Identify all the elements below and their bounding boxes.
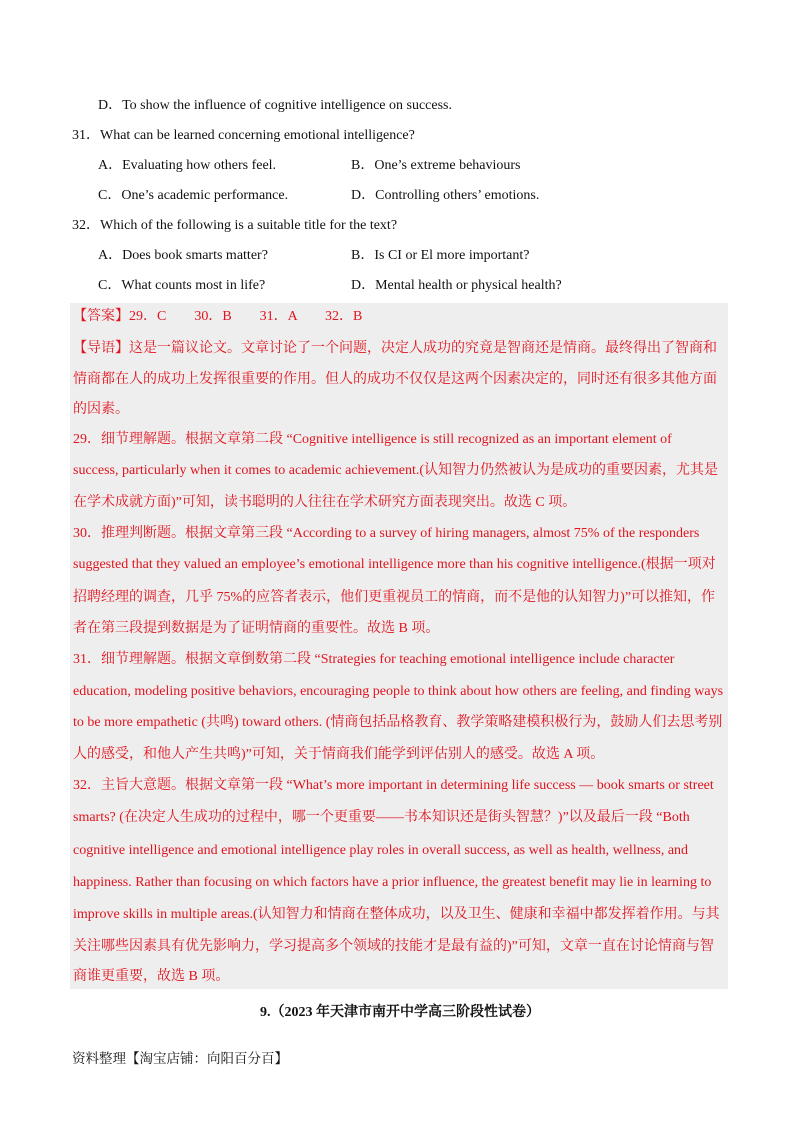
answer-line: 关注哪些因素具有优先影响力，学习提高多个领域的技能才是最有益的)”可知，文章一直在讨论情商与智 <box>73 939 714 954</box>
answer-line: improve skills in multiple areas.(认知智力和情商在整体成功，以及卫生、健康和幸福中都发挥着作用。与其 <box>73 907 720 922</box>
answer-line: cognitive intelligence and emotional intelligence play roles in overall success, as well as health, wellness, and <box>73 843 689 858</box>
answer-line: success, particularly when it comes to academic achievement.(认知智力仍然被认为是成功的重要因素，尤其是 <box>73 463 719 478</box>
answer-key: 【答案】29．C 30．B 31．A 32．B <box>73 309 363 324</box>
q31-option-c: C．One’s academic performance. <box>98 188 289 203</box>
q31-option-a: A．Evaluating how others feel. <box>98 158 277 173</box>
question-31-stem: 31．What can be learned concerning emotional intelligence? <box>72 128 415 143</box>
question-32-stem: 32．Which of the following is a suitable title for the text? <box>72 218 398 233</box>
answer-line: 【导语】这是一篇议论文。文章讨论了一个问题，决定人成功的究竟是智商还是情商。最终得出了智商和 <box>73 341 717 356</box>
q32-option-d: D．Mental health or physical health? <box>351 278 562 293</box>
answer-line: 人的感受，和他人产生共鸣)”可知，关于情商我们能学到评估别人的感受。故选 A 项。 <box>73 747 605 762</box>
q32-option-a: A．Does book smarts matter? <box>98 248 268 263</box>
answer-line: 32．主旨大意题。根据文章第一段 “What’s more important in determining life success — book smarts or street <box>73 778 714 793</box>
answer-line: 31．细节理解题。根据文章倒数第二段 “Strategies for teaching emotional intelligence include character <box>73 652 675 667</box>
footer-text: 资料整理【淘宝店铺：向阳百分百】 <box>72 1051 288 1067</box>
q32-option-c: C．What counts most in life? <box>98 278 266 293</box>
q30-option-d: D．To show the influence of cognitive intelligence on success. <box>98 98 452 113</box>
q32-option-b: B．Is CI or El more important? <box>351 248 530 263</box>
answer-line: to be more empathetic (共鸣) toward others. (情商包括品格教育、教学策略建模积极行为，鼓励人们去思考别 <box>73 715 723 730</box>
answer-line: happiness. Rather than focusing on which factors have a prior influence, the greatest benefit may lie in learning to <box>73 875 712 890</box>
answer-line: 在学术成就方面)”可知，读书聪明的人往往在学术研究方面表现突出。故选 C 项。 <box>73 495 577 510</box>
q31-option-d: D．Controlling others’ emotions. <box>351 188 540 203</box>
answer-line: 29．细节理解题。根据文章第二段 “Cognitive intelligence is still recognized as an important element of <box>73 432 672 447</box>
answer-line: 的因素。 <box>73 402 129 417</box>
answer-line: smarts? (在决定人生成功的过程中，哪一个更重要——书本知识还是街头智慧？)”以及最后一段 “Both <box>73 810 690 825</box>
answer-line: suggested that they valued an employee’s emotional intelligence more than his cognitive intelligence.(根据一项对 <box>73 557 716 572</box>
answer-line: 商谁更重要，故选 B 项。 <box>73 969 230 984</box>
answer-line: 招聘经理的调查，几乎 75%的应答者表示，他们更重视员工的情商，而不是他的认知智力)”可以推知，作 <box>73 590 716 605</box>
source-heading: 9.（2023 年天津市南开中学高三阶段性试卷） <box>260 1005 540 1020</box>
answer-line: 者在第三段提到数据是为了证明情商的重要性。故选 B 项。 <box>73 621 440 636</box>
answer-line: education, modeling positive behaviors, encouraging people to think about how others are feeling, and finding ways <box>73 684 724 699</box>
q31-option-b: B．One’s extreme behaviours <box>351 158 521 173</box>
answer-line: 30．推理判断题。根据文章第三段 “According to a survey of hiring managers, almost 75% of the responders <box>73 526 700 541</box>
answer-line: 情商都在人的成功上发挥很重要的作用。但人的成功不仅仅是这两个因素决定的，同时还有很多其他方面 <box>73 372 717 387</box>
